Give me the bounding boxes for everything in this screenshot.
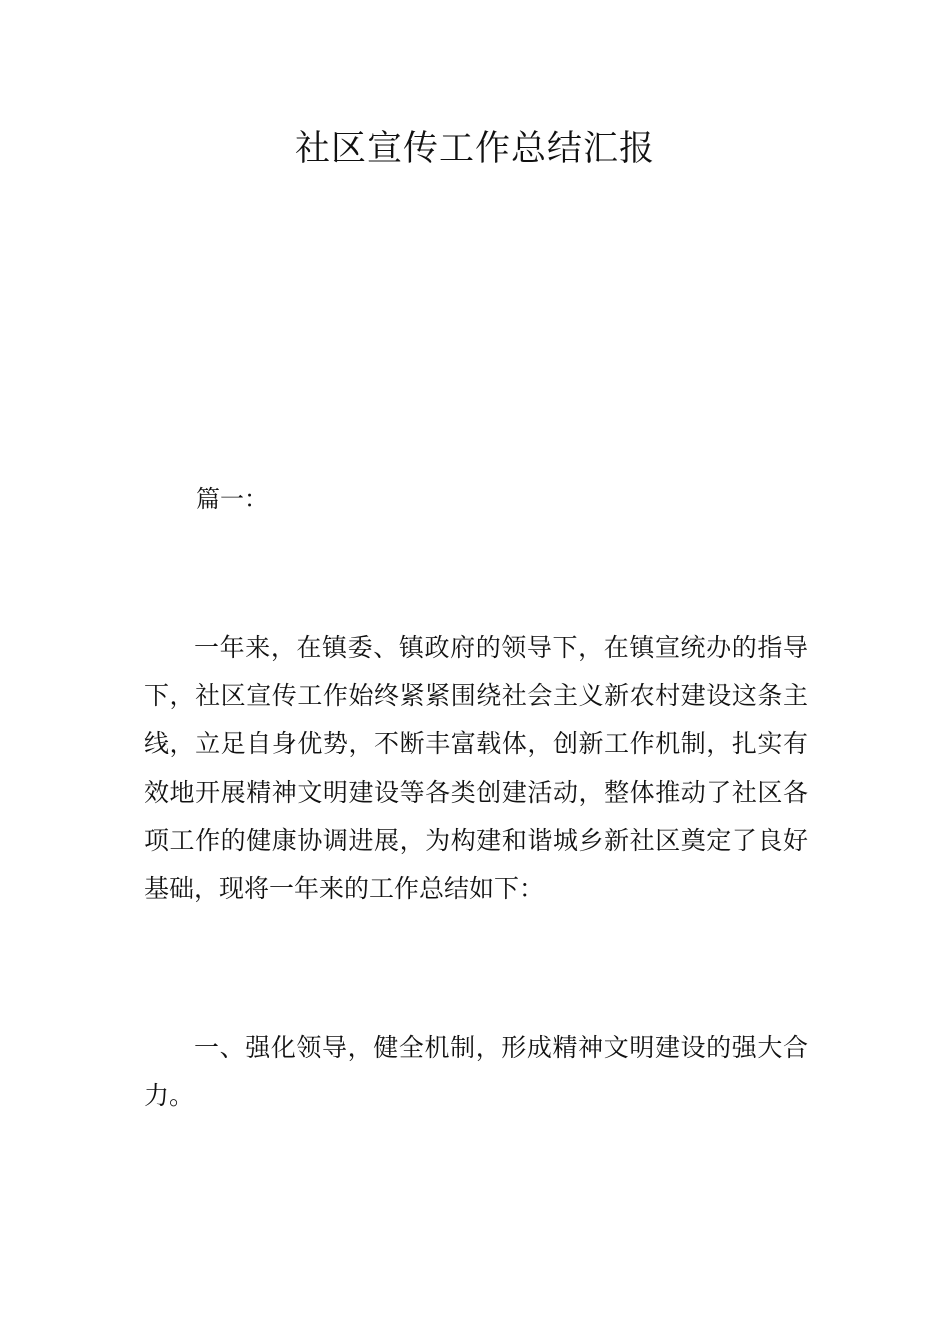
section-label: 篇一： <box>196 485 268 513</box>
body-paragraph-heading-one: 一、强化领导，健全机制，形成精神文明建设的强大合力。 <box>144 1033 808 1111</box>
body-paragraph-intro: 一年来，在镇委、镇政府的领导下，在镇宣统办的指导下，社区宣传工作始终紧紧围绕社会主义新农村建设这条主线，立足自身优势，不断丰富载体，创新工作机制，扎实有效地开展精神文明建设等各类创建活动，整体推动了社区各项工作的健康协调进展，为构建和谐城乡新社区奠定了良好基础，现将一年来的工作总结如下： <box>144 633 808 904</box>
document-title: 社区宣传工作总结汇报 <box>294 129 655 169</box>
